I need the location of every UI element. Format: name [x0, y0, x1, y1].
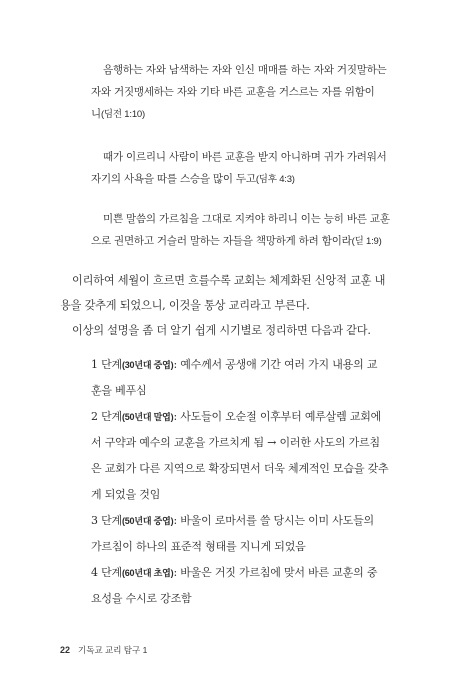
stage-line: 요성을 수시로 강조함	[91, 592, 192, 605]
stage-text: : 예수께서 공생애 기간 여러 가지 내용의 교	[173, 358, 378, 371]
paragraph-line: 이리하여 세월이 흐르면 흐를수록 교회는 체계화된 신앙적 교훈 내	[72, 274, 386, 287]
page-number: 22	[60, 645, 71, 655]
stage-item	[91, 508, 391, 560]
stage-era: (50년대 중엽)	[121, 516, 174, 526]
quote-line	[91, 103, 381, 126]
stage-line: 서 구약과 예수의 교훈을 가르치게 됨 → 이러한 사도의 가르침	[91, 436, 380, 449]
stage-item	[91, 560, 391, 612]
stage-label: 1 단계	[91, 358, 122, 371]
scripture-quote-3	[91, 208, 390, 253]
stage-item	[91, 404, 391, 508]
stage-first-line	[91, 508, 391, 534]
stage-era: (50년대 말엽)	[121, 412, 174, 422]
paragraph-line: 용을 갖추게 되었으니, 이것을 통상 교리라고 부른다.	[60, 299, 310, 312]
scripture-citation: (딤전 1:10)	[100, 109, 145, 120]
scripture-citation: (딤후 4:3)	[255, 174, 295, 185]
stage-text: : 사도들이 오순절 이후부터 예루살렘 교회에	[173, 410, 382, 423]
page-footer	[60, 644, 147, 656]
quote-line-text: 자기의 사욕을 따를 스승을 많이 두고	[91, 173, 256, 185]
scripture-quote-1	[91, 59, 387, 126]
quote-line	[91, 230, 381, 253]
stage-label: 4 단계	[91, 566, 122, 579]
paragraph-line: 이상의 설명을 좀 더 알기 쉽게 시기별로 정리하면 다음과 같다.	[72, 324, 371, 337]
stage-item	[91, 352, 391, 404]
stage-first-line	[91, 560, 391, 586]
stage-label: 2 단계	[91, 410, 122, 423]
stage-first-line	[91, 352, 391, 378]
stage-line: 훈을 베푸심	[91, 384, 147, 397]
stage-text: : 바울이 로마서를 쓸 당시는 이미 사도들의	[173, 514, 374, 527]
stage-label: 3 단계	[91, 514, 122, 527]
stage-text: : 바울은 거짓 가르침에 맞서 바른 교훈의 중	[173, 566, 378, 579]
quote-line: 음행하는 자와 남색하는 자와 인신 매매를 하는 자와 거짓말하는	[103, 64, 387, 76]
quote-line: 자와 거짓맹세하는 자와 기타 바른 교훈을 거스르는 자를 위함이	[91, 86, 375, 98]
stage-line: 은 교회가 다른 지역으로 확장되면서 더욱 체계적인 모습을 갖추	[91, 462, 389, 475]
stage-line: 게 되었을 것임	[91, 488, 161, 501]
body-paragraph	[60, 268, 410, 343]
stage-line: 가르침이 하나의 표준적 형태를 지니게 되었음	[91, 540, 306, 553]
quote-line-text: 니	[91, 108, 101, 120]
scripture-quote-2	[91, 146, 387, 191]
stage-era: (30년대 중엽)	[121, 360, 174, 370]
scripture-citation: (딛 1:9)	[351, 236, 382, 247]
quote-line	[91, 168, 381, 191]
book-title: 기독교 교리 탐구 1	[78, 645, 148, 655]
quote-line-text: 으로 권면하고 거슬러 말하는 자들을 책망하게 하려 함이라	[91, 235, 352, 247]
stage-list	[91, 352, 391, 612]
stage-era: (60년대 초엽)	[121, 568, 174, 578]
stage-first-line	[91, 404, 391, 430]
quote-line: 때가 이르리니 사람이 바른 교훈을 받지 아니하며 귀가 가려워서	[103, 151, 387, 163]
quote-line: 미쁜 말씀의 가르침을 그대로 지켜야 하리니 이는 능히 바른 교훈	[103, 213, 390, 225]
